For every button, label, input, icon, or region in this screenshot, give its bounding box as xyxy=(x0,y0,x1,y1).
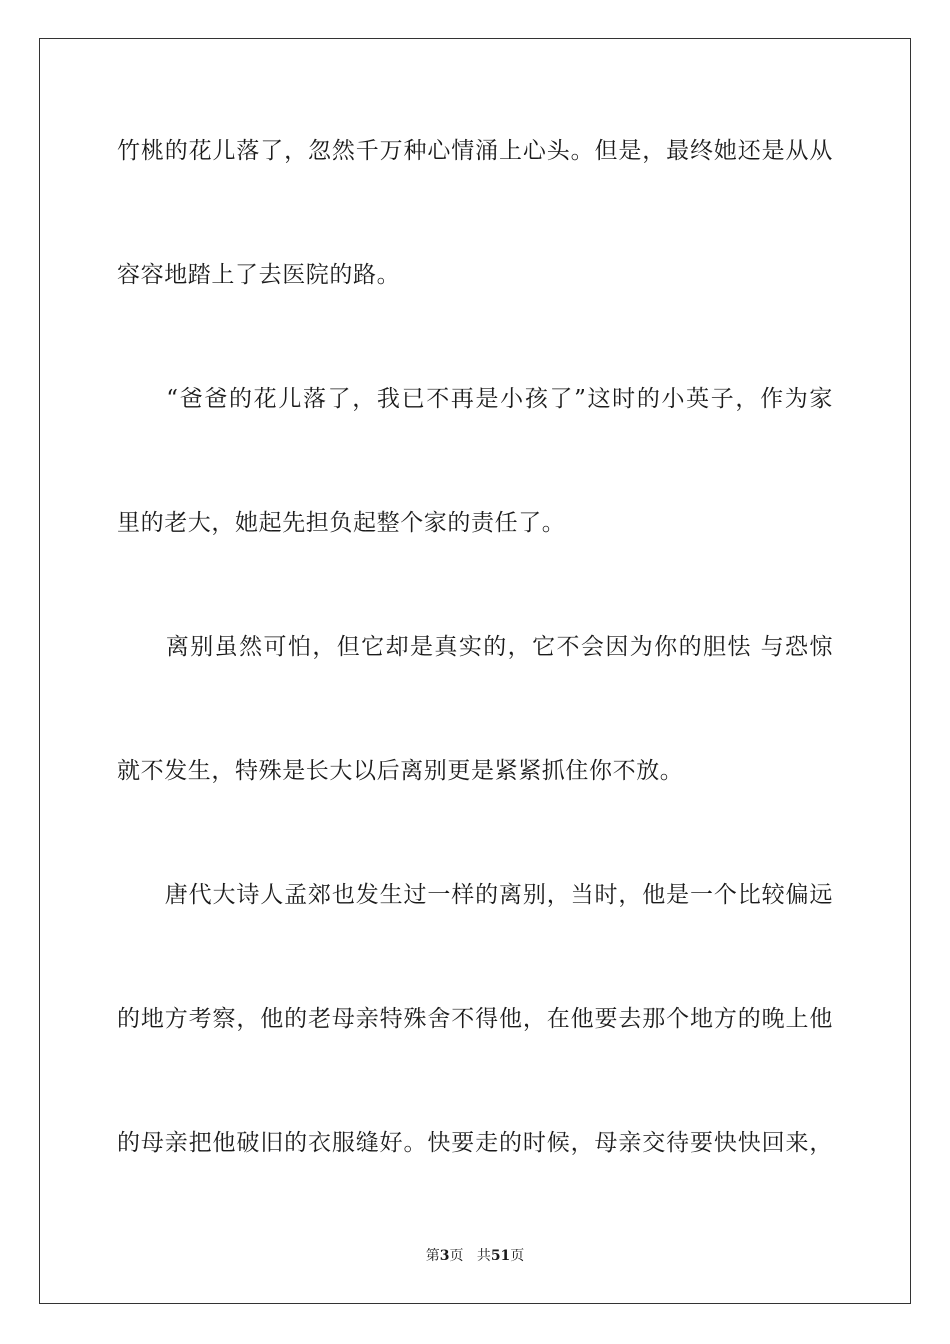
page-footer xyxy=(0,1247,950,1265)
page-suffix: 页 xyxy=(449,1248,464,1264)
paragraph-line-4: 里的老大，她起先担负起整个家的责任了。 xyxy=(117,510,566,536)
page-number: 3 xyxy=(439,1248,450,1264)
page-prefix: 第 xyxy=(425,1248,440,1264)
paragraph-line-5: 离别虽然可怕，但它却是真实的，它不会因为你的胆怯 与恐惊 xyxy=(117,634,833,660)
total-suffix: 页 xyxy=(510,1248,525,1264)
paragraph-line-3: “爸爸的花儿落了，我已不再是小孩了”这时的小英子，作为家 xyxy=(117,386,833,412)
total-prefix: 共 xyxy=(476,1248,491,1264)
paragraph-line-2: 容容地踏上了去医院的路。 xyxy=(117,262,401,288)
paragraph-line-8: 的地方考察，他的老母亲特殊舍不得他，在他要去那个地方的晚上他 xyxy=(117,1006,833,1032)
paragraph-line-1: 竹桃的花儿落了，忽然千万种心情涌上心头。但是，最终她还是从从 xyxy=(117,138,833,164)
page-border xyxy=(39,38,911,1304)
paragraph-line-6: 就不发生，特殊是长大以后离别更是紧紧抓住你不放。 xyxy=(117,758,684,784)
paragraph-line-9: 的母亲把他破旧的衣服缝好。快要走的时候，母亲交待要快快回来， xyxy=(117,1130,833,1156)
total-pages: 51 xyxy=(490,1248,511,1264)
paragraph-line-7: 唐代大诗人孟郊也发生过一样的离别，当时，他是一个比较偏远 xyxy=(117,882,833,908)
